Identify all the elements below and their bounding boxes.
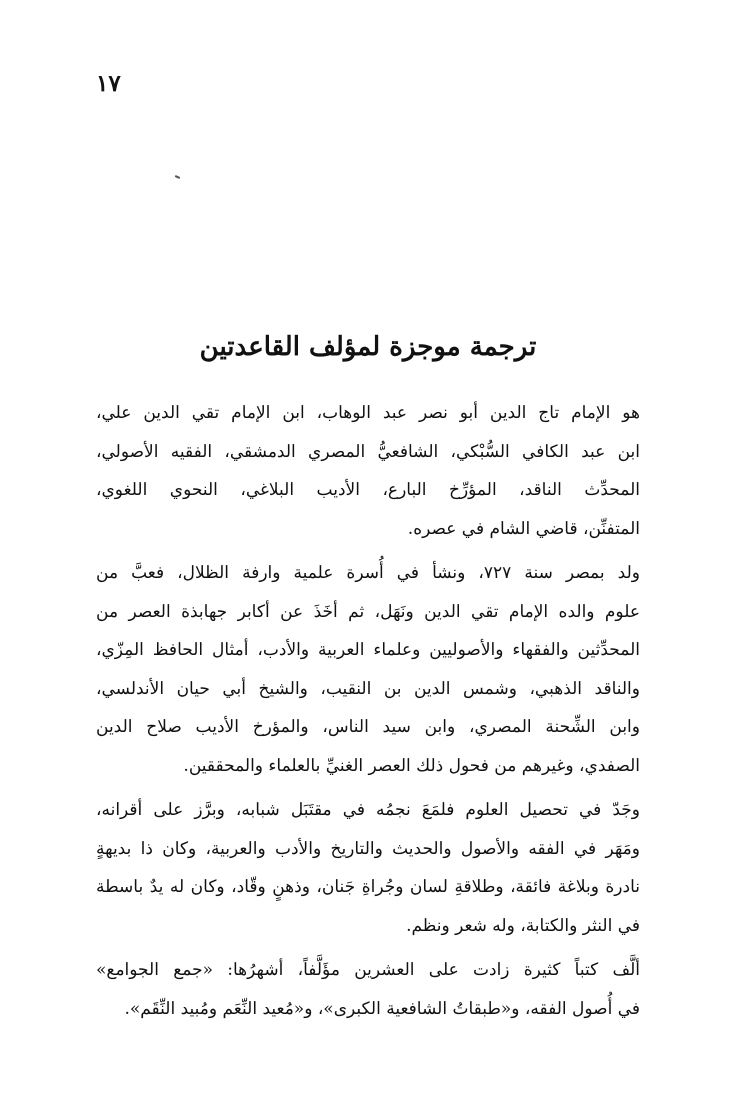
section-title: ترجمة موجزة لمؤلف القاعدتين xyxy=(199,332,537,362)
paragraph-text xyxy=(96,791,640,945)
paragraph-text xyxy=(96,554,640,785)
text-line: وابن الشِّحنة المصري، وابن سيد الناس، والمؤرخ الأديب صلاح الدين xyxy=(96,717,640,737)
text-line: المحدِّثين والفقهاء والأصوليين وعلماء العربية والأدب، أمثال الحافظ المِزّي، xyxy=(96,640,640,660)
paragraph-text xyxy=(96,394,640,548)
text-line: هو الإمام تاج الدين أبو نصر عبد الوهاب، ابن الإمام تقي الدين علي، xyxy=(96,403,640,423)
text-line: ابن عبد الكافي السُّبْكي، الشافعيُّ المصري الدمشقي، الفقيه الأصولي، xyxy=(96,441,640,462)
paragraph-biography-intro xyxy=(96,394,640,548)
paragraph-birth-and-teachers xyxy=(96,554,640,785)
paragraph-scholarship xyxy=(96,791,640,945)
page-body xyxy=(96,322,640,1034)
text-line: الصفدي، وغيرهم من فحول ذلك العصر الغنيِّ بالعلماء والمحققين. xyxy=(183,755,640,776)
text-line: المتفنِّن، قاضي الشام في عصره. xyxy=(407,518,640,539)
text-line: في أُصول الفقه، و«طبقاتُ الشافعية الكبرى»، و«مُعيد النِّعَم ومُبيد النِّقَم». xyxy=(124,998,640,1019)
text-line: ولد بمصر سنة ٧٢٧، ونشأ في أُسرة علمية وارفة الظلال، فعبَّ من xyxy=(96,563,640,583)
text-line: ومَهَر في الفقه والأصول والحديث والتاريخ والأدب والعربية، وكان ذا بديهةٍ xyxy=(96,838,640,859)
paragraph-works xyxy=(96,951,640,1028)
page-number: ١٧ xyxy=(96,70,121,97)
text-line: نادرة وبلاغة فائقة، وطلاقةِ لسان وجُراةِ جَنان، وذهنٍ وقّاد، وكان له يدٌ باسطة xyxy=(96,877,640,897)
paragraph-text xyxy=(96,951,640,1028)
scan-speck xyxy=(175,175,180,179)
text-line: في النثر والكتابة، وله شعر ونظم. xyxy=(406,915,640,936)
text-line: علوم والده الإمام تقي الدين ونَهَل، ثم أخَذَ عن أكابر جهابذة العصر من xyxy=(96,601,640,622)
text-line: والناقد الذهبي، وشمس الدين بن النقيب، والشيخ أبي حيان الأندلسي، xyxy=(96,678,640,699)
text-line: وجَدّ في تحصيل العلوم فلمَعَ نجمُه في مقتَبَل شبابه، وبرَّز على أقرانه، xyxy=(96,800,640,820)
text-line: المحدِّث الناقد، المؤرِّخ البارع، الأديب البلاغي، النحوي اللغوي، xyxy=(96,480,640,500)
text-line: ألَّف كتباً كثيرة زادت على العشرين مؤَلَّفاً، أشهرُها: «جمع الجوامع» xyxy=(96,960,640,980)
